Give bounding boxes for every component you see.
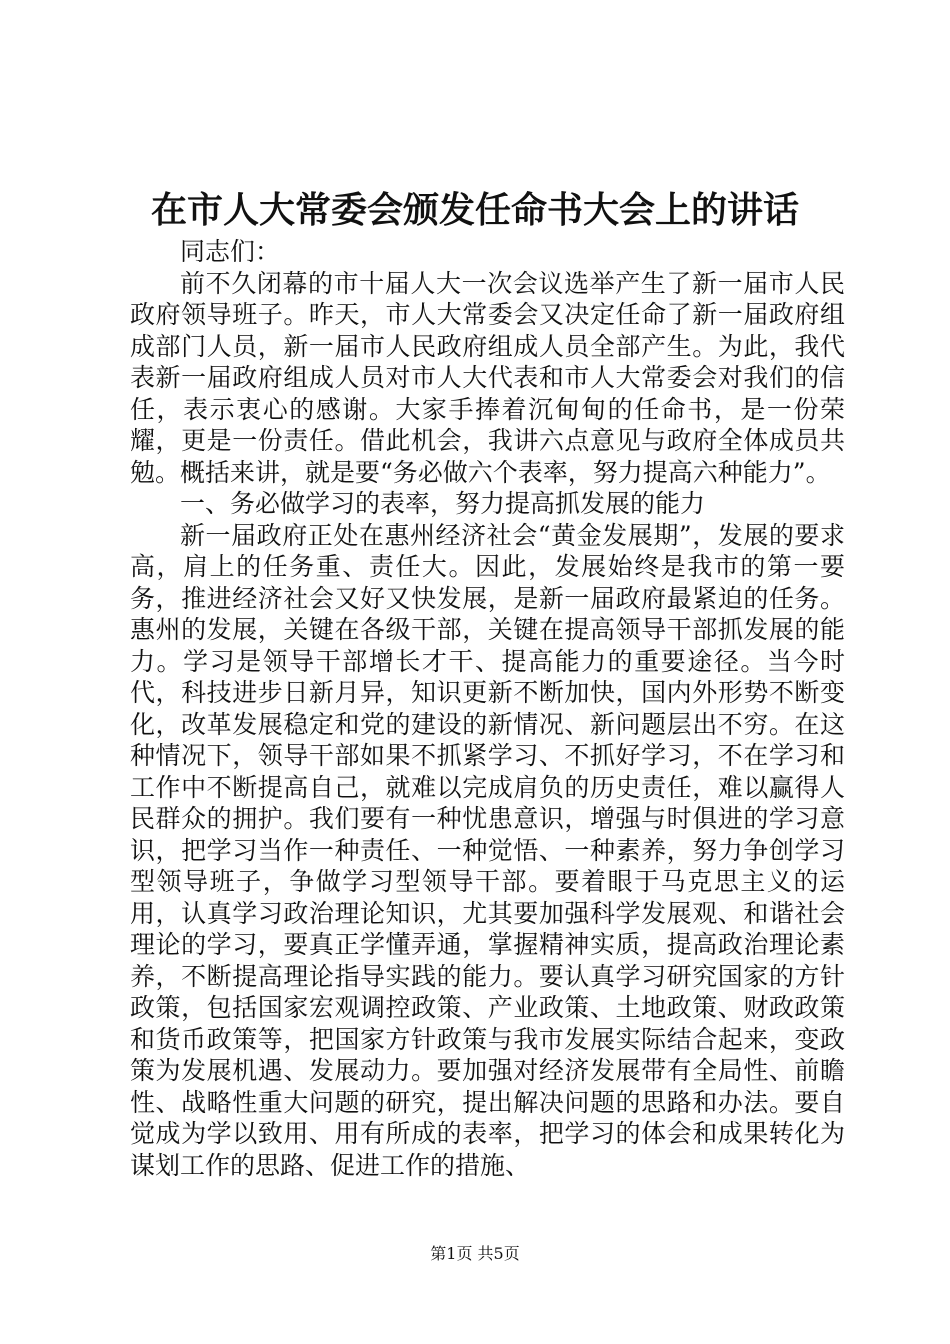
page-number: 第1页 共5页	[430, 1244, 520, 1263]
document-title: 在市人大常委会颁发任命书大会上的讲话	[150, 189, 799, 231]
document-body	[130, 236, 845, 1181]
section-heading-1: 一、务必做学习的表率，努力提高抓发展的能力	[180, 489, 706, 518]
greeting: 同志们：	[180, 237, 281, 266]
paragraph-section-1: 新一届政府正处在惠州经济社会“黄金发展期”，发展的要求高，肩上的任务重、责任大。因此，发展始终是我市的第一要务，推进经济社会又好又快发展，是新一届政府最紧迫的任务。惠州的发展，关键在各级干部，关键在提高领导干部抓发展的能力。学习是领导干部增长才干、提高能力的重要途径。当今时代，科技进步日新月异，知识更新不断加快，国内外形势不断变化，改革发展稳定和党的建设的新情况、新问题层出不穷。在这种情况下，领导干部如果不抓紧学习、不抓好学习，不在学习和工作中不断提高自己，就难以完成肩负的历史责任，难以赢得人民群众的拥护。我们要有一种忧患意识，增强与时俱进的学习意识，把学习当作一种责任、一种觉悟、一种素养，努力争创学习型领导班子，争做学习型领导干部。要着眼于马克思主义的运用，认真学习政治理论知识，尤其要加强科学发展观、和谐社会理论的学习，要真正学懂弄通，掌握精神实质，提高政治理论素养，不断提高理论指导实践的能力。要认真学习研究国家的方针政策，包括国家宏观调控政策、产业政策、土地政策、财政政策和货币政策等，把国家方针政策与我市发展实际结合起来，变政策为发展机遇、发展动力。要加强对经济发展带有全局性、前瞻性、战略性重大问题的研究，提出解决问题的思路和办法。要自觉成为学以致用、用有所成的表率，把学习的体会和成果转化为谋划工作的思路、促进工作的措施、	[130, 520, 845, 1180]
paragraph-intro: 前不久闭幕的市十届人大一次会议选举产生了新一届市人民政府领导班子。昨天，市人大常委会又决定任命了新一届政府组成部门人员，新一届市人民政府组成人员全部产生。为此，我代表新一届政府组成人员对市人大代表和市人大常委会对我们的信任，表示衷心的感谢。大家手捧着沉甸甸的任命书，是一份荣耀，更是一份责任。借此机会，我讲六点意见与政府全体成员共勉。概括来讲，就是要“务必做六个表率，努力提高六种能力”。	[130, 268, 845, 487]
